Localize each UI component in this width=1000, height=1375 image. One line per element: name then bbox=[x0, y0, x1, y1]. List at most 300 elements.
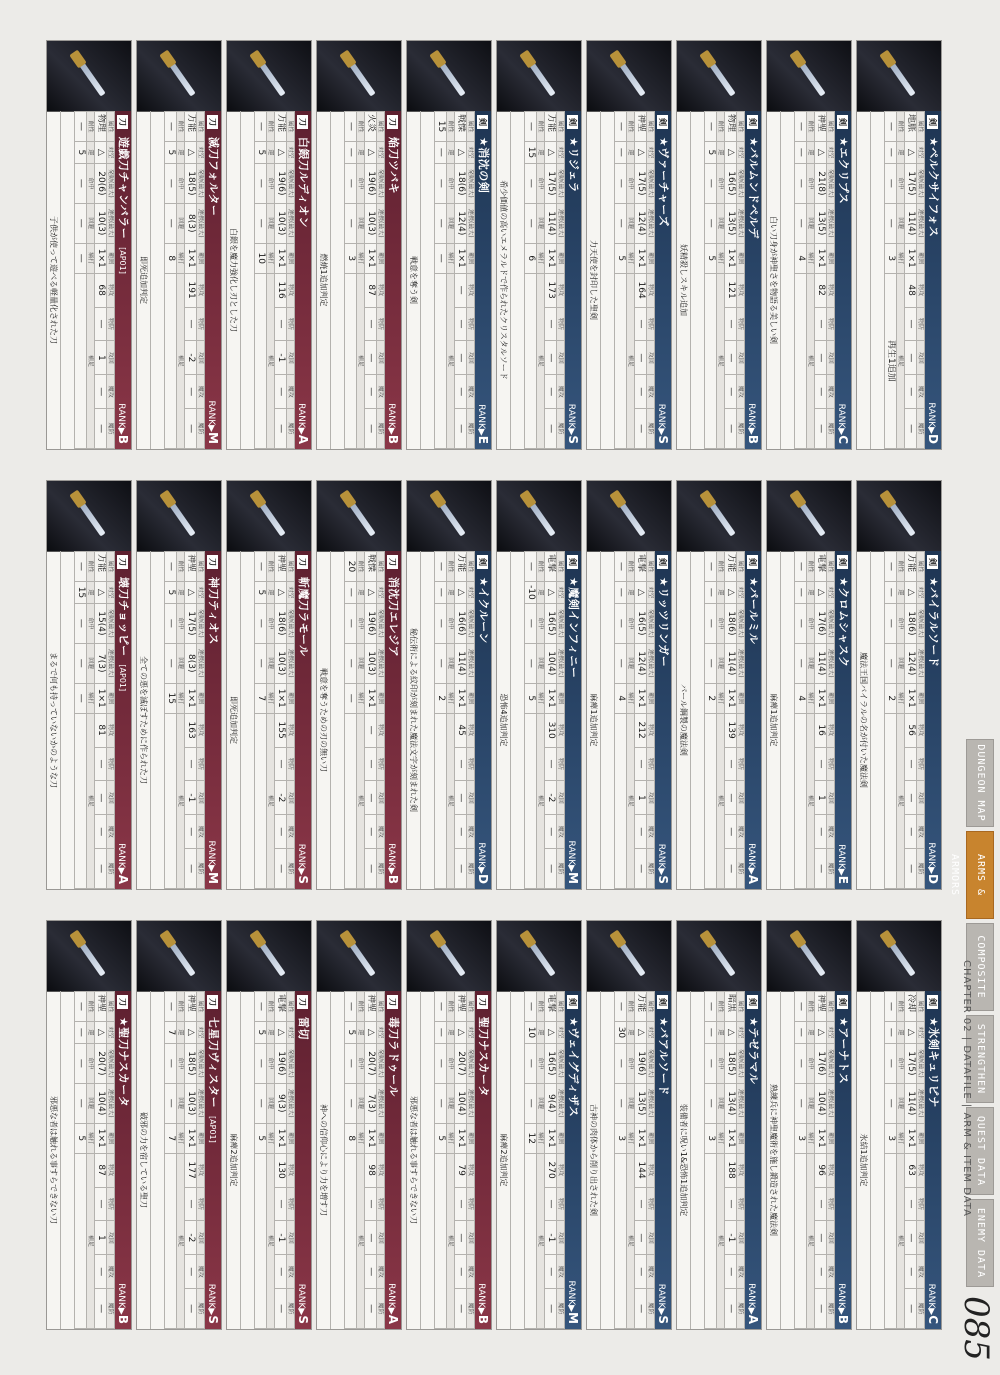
stat-evade: — bbox=[345, 643, 357, 683]
stat-critical: 5 bbox=[255, 1123, 267, 1153]
stat-luck: — bbox=[795, 141, 807, 163]
stat-label: 連携(最大) bbox=[467, 203, 475, 243]
stat-defense: — bbox=[905, 1187, 917, 1221]
stat-resist: 15 bbox=[435, 112, 447, 142]
stat-range: 1×1 bbox=[455, 1123, 467, 1153]
stat-label: 連携(最大) bbox=[557, 1083, 565, 1123]
stat-label: 命中 bbox=[267, 1043, 275, 1083]
stat-label: 範囲 bbox=[737, 243, 745, 273]
stat-label: 回避 bbox=[267, 643, 275, 683]
stat-luck: — bbox=[885, 581, 897, 603]
stat-activate: 17(6) bbox=[815, 1043, 827, 1083]
stat-label: 補足 bbox=[897, 273, 905, 448]
stat-luck: — bbox=[795, 1021, 807, 1043]
weapon-rank: RANK▶B bbox=[476, 1283, 490, 1324]
weapon-card bbox=[496, 920, 582, 1330]
weapon-category: 剣 bbox=[837, 555, 848, 569]
weapon-description: 麻痺2追加判定 bbox=[497, 991, 511, 1329]
stat-magic-defense: — bbox=[365, 1289, 377, 1329]
stat-label: 命中 bbox=[537, 603, 545, 643]
stat-label: 物防 bbox=[827, 307, 835, 341]
stat-label: 魔攻 bbox=[287, 815, 295, 849]
weapon-name: ★リジェラ bbox=[567, 136, 580, 193]
stat-attack: 310 bbox=[545, 713, 557, 747]
weapon-rank: RANK▶B bbox=[116, 403, 130, 444]
stat-chain: 8(3) bbox=[185, 203, 197, 243]
stat-air: △ bbox=[455, 141, 467, 163]
stat-label: 対空 bbox=[557, 1021, 565, 1043]
weapon-name: ★氷剣キュリピナ bbox=[927, 1016, 940, 1108]
weapon-image bbox=[497, 481, 581, 552]
stat-range: 1×1 bbox=[365, 1123, 377, 1153]
stat-label: 属性 bbox=[287, 112, 295, 142]
weapon-category: 刀 bbox=[207, 115, 218, 129]
stat-label: 耐性 bbox=[807, 992, 815, 1022]
stat-critical: 5 bbox=[75, 1123, 87, 1153]
stat-label: 魔攻 bbox=[107, 1255, 115, 1289]
weapon-rank: RANK▶S bbox=[296, 1283, 310, 1324]
stat-defense: — bbox=[275, 747, 287, 781]
stat-label: 耐性 bbox=[447, 992, 455, 1022]
stat-label: 耐性 bbox=[897, 992, 905, 1022]
stat-evade: — bbox=[525, 643, 537, 683]
tab-composite[interactable]: COMPOSITE bbox=[966, 923, 994, 1011]
rank-value: M bbox=[206, 872, 220, 884]
stat-label: 運 bbox=[897, 1021, 905, 1043]
weapon-category: 刀 bbox=[117, 115, 128, 129]
stat-label: 運 bbox=[357, 581, 365, 603]
weapon-card bbox=[46, 920, 132, 1330]
stat-label: 連携(最大) bbox=[557, 203, 565, 243]
stat-label: 範囲 bbox=[557, 1123, 565, 1153]
stat-magic-defense: — bbox=[365, 409, 377, 449]
stat-label: 回避 bbox=[627, 643, 635, 683]
stat-attack: 79 bbox=[455, 1153, 467, 1187]
stat-label: 運 bbox=[807, 141, 815, 163]
weapon-name: ★ペルクサイフォス bbox=[927, 136, 940, 238]
stat-air: △ bbox=[275, 581, 287, 603]
stat-label: 運 bbox=[897, 581, 905, 603]
stat-label: 補足 bbox=[717, 713, 725, 888]
stat-label: 運 bbox=[177, 1021, 185, 1043]
stat-label: 属性 bbox=[197, 112, 205, 142]
stat-label: 魔攻 bbox=[197, 815, 205, 849]
stat-label: 物攻 bbox=[737, 1153, 745, 1187]
weapon-stats bbox=[884, 991, 925, 1329]
stat-chain: 13(5) bbox=[725, 203, 737, 243]
stat-label: 魔防 bbox=[557, 849, 565, 889]
stat-label: 範囲 bbox=[467, 683, 475, 713]
stat-label: 運 bbox=[447, 141, 455, 163]
stat-element: 万能 bbox=[635, 992, 647, 1022]
stat-evade: — bbox=[435, 643, 447, 683]
stat-evade: — bbox=[705, 643, 717, 683]
stat-label: 物攻 bbox=[197, 1153, 205, 1187]
stat-attack: 87 bbox=[365, 273, 377, 307]
stat-air: △ bbox=[95, 581, 107, 603]
tab-dungeon-map[interactable]: DUNGEON MAP bbox=[966, 739, 994, 827]
stat-chain: 11(4) bbox=[725, 643, 737, 683]
stat-attack: 96 bbox=[815, 1153, 827, 1187]
stat-label: 対空 bbox=[287, 1021, 295, 1043]
stat-defense: — bbox=[905, 747, 917, 781]
weapon-stats bbox=[74, 551, 115, 889]
stat-label: 補足 bbox=[447, 713, 455, 888]
stat-label: 属性 bbox=[467, 992, 475, 1022]
stat-critical: 10 bbox=[255, 243, 267, 273]
stat-label: 連携(最大) bbox=[197, 203, 205, 243]
stat-extra bbox=[165, 273, 177, 448]
stat-label: 痛打 bbox=[717, 243, 725, 273]
weapon-header bbox=[835, 111, 851, 449]
weapon-header bbox=[475, 991, 491, 1329]
stat-range: 1×1 bbox=[545, 683, 557, 713]
stat-label: 対空 bbox=[467, 141, 475, 163]
weapon-description: 氷結1追加判定 bbox=[857, 991, 871, 1329]
stat-chain: 10(3) bbox=[365, 643, 377, 683]
stat-label: 耐性 bbox=[897, 552, 905, 582]
weapon-header bbox=[115, 111, 131, 449]
rank-prefix: RANK bbox=[386, 843, 396, 868]
stat-luck: — bbox=[435, 1021, 447, 1043]
stat-range: 1×1 bbox=[635, 1123, 647, 1153]
stat-label: 連携(最大) bbox=[197, 1083, 205, 1123]
weapon-description: 邪悪な者は触れる事すらできない刀 bbox=[47, 991, 61, 1329]
weapon-category: 剣 bbox=[747, 115, 758, 129]
stat-label: 運 bbox=[537, 1021, 545, 1043]
stat-label: 魔防 bbox=[647, 409, 655, 449]
stat-label: 物攻 bbox=[737, 713, 745, 747]
rank-prefix: RANK bbox=[296, 403, 306, 428]
stat-label: 発動(最大) bbox=[197, 163, 205, 203]
rank-prefix: RANK bbox=[116, 1283, 126, 1308]
stat-activate: 16(5) bbox=[545, 603, 557, 643]
weapon-description: 邪悪な者は触れる事すらできない刀 bbox=[407, 991, 421, 1329]
stat-label: 耐性 bbox=[717, 112, 725, 142]
stat-magic-attack: — bbox=[905, 815, 917, 849]
stat-label: 魔攻 bbox=[287, 375, 295, 409]
stat-label: 対空 bbox=[467, 1021, 475, 1043]
stat-label: 物防 bbox=[647, 1187, 655, 1221]
stat-air: △ bbox=[635, 141, 647, 163]
stat-range: 1×1 bbox=[545, 1123, 557, 1153]
stat-label: 回避 bbox=[897, 1083, 905, 1123]
stat-magic-attack: — bbox=[905, 1255, 917, 1289]
stat-label: 物防 bbox=[647, 307, 655, 341]
weapon-image bbox=[767, 41, 851, 112]
stat-air: △ bbox=[905, 581, 917, 603]
rank-value: M bbox=[566, 872, 580, 884]
stat-label: 運 bbox=[537, 141, 545, 163]
stat-label: 物攻 bbox=[467, 713, 475, 747]
stat-activate: 18(6) bbox=[275, 603, 287, 643]
stat-defense: — bbox=[635, 307, 647, 341]
rank-prefix: RANK bbox=[836, 403, 846, 429]
stat-label: 魔攻 bbox=[377, 815, 385, 849]
stat-label: 魔攻 bbox=[917, 375, 925, 409]
stat-chain: 10(4) bbox=[545, 643, 557, 683]
stat-speed: — bbox=[365, 1221, 377, 1255]
rank-value: S bbox=[656, 875, 670, 884]
stat-label: 魔防 bbox=[827, 1289, 835, 1329]
weapon-header bbox=[385, 111, 401, 449]
stat-label: 物攻 bbox=[107, 273, 115, 307]
stat-range: 1×1 bbox=[635, 243, 647, 273]
stat-element: 万能 bbox=[455, 552, 467, 582]
weapon-category: 剣 bbox=[567, 555, 578, 569]
stat-magic-attack: — bbox=[185, 375, 197, 409]
stat-label: 対空 bbox=[467, 581, 475, 603]
rank-prefix: RANK bbox=[566, 1280, 576, 1306]
rank-prefix: RANK bbox=[836, 844, 846, 869]
rank-value: B bbox=[386, 874, 400, 884]
stat-hit: — bbox=[75, 1043, 87, 1083]
stat-label: 回避 bbox=[447, 203, 455, 243]
stat-label: 攻回 bbox=[917, 1221, 925, 1255]
stat-hit: — bbox=[705, 603, 717, 643]
stat-label: 属性 bbox=[467, 552, 475, 582]
stat-defense: — bbox=[95, 1187, 107, 1221]
rank-prefix: RANK bbox=[386, 403, 396, 428]
tab-enemy-data[interactable]: ENEMY DATA bbox=[966, 1199, 994, 1287]
stat-defense: — bbox=[455, 1187, 467, 1221]
weapon-description: 戦意を奪う剣 bbox=[407, 111, 421, 449]
weapon-image bbox=[407, 41, 491, 112]
stat-attack: 139 bbox=[725, 713, 737, 747]
stat-label: 補足 bbox=[267, 273, 275, 448]
weapon-stats bbox=[884, 111, 925, 449]
stat-label: 痛打 bbox=[537, 1123, 545, 1153]
stat-speed: -2 bbox=[545, 781, 557, 815]
stat-attack: 16 bbox=[815, 713, 827, 747]
stat-label: 範囲 bbox=[377, 683, 385, 713]
tab-strengthen[interactable]: STRENGTHEN bbox=[966, 1015, 994, 1103]
stat-label: 範囲 bbox=[647, 243, 655, 273]
tab-arms-armors[interactable]: ARMS & ARMORS bbox=[966, 831, 994, 919]
stat-label: 連携(最大) bbox=[287, 643, 295, 683]
stat-critical: 2 bbox=[885, 683, 897, 713]
stat-resist: — bbox=[435, 552, 447, 582]
stat-label: 範囲 bbox=[647, 683, 655, 713]
rank-prefix: RANK bbox=[296, 843, 306, 869]
stat-resist: — bbox=[255, 992, 267, 1022]
stat-label: 命中 bbox=[177, 163, 185, 203]
weapon-description bbox=[857, 111, 871, 449]
stat-label: 耐性 bbox=[627, 552, 635, 582]
stat-evade: — bbox=[795, 1083, 807, 1123]
stat-label: 回避 bbox=[717, 203, 725, 243]
weapon-description: 希少価値の高いエメラルドで作られたクリスタルソード bbox=[497, 111, 511, 449]
stat-activate: 19(6) bbox=[275, 163, 287, 203]
stat-critical: 12 bbox=[525, 1123, 537, 1153]
rank-value: A bbox=[746, 874, 760, 884]
stat-label: 魔防 bbox=[197, 1289, 205, 1329]
weapon-stats bbox=[164, 111, 205, 449]
stat-chain: 10(3) bbox=[275, 203, 287, 243]
stat-chain: 12(4) bbox=[455, 203, 467, 243]
weapon-stats bbox=[434, 991, 475, 1329]
stat-evade: — bbox=[705, 1083, 717, 1123]
stat-luck: 10 bbox=[525, 1021, 537, 1043]
stat-label: 物防 bbox=[827, 1187, 835, 1221]
weapon-description: 子供が使って遊べる軽量化された刀 bbox=[47, 111, 61, 449]
stat-label: 命中 bbox=[357, 1043, 365, 1083]
rank-value: S bbox=[656, 435, 670, 444]
rank-value: C bbox=[836, 435, 850, 444]
stat-label: 耐性 bbox=[717, 552, 725, 582]
weapon-card bbox=[676, 920, 762, 1330]
weapon-name: ★バイラルソード bbox=[927, 576, 940, 668]
rank-prefix: RANK bbox=[206, 400, 216, 426]
stat-air: △ bbox=[815, 1021, 827, 1043]
stat-resist: — bbox=[75, 552, 87, 582]
stat-element: 戦慄 bbox=[455, 112, 467, 142]
stat-extra bbox=[705, 1153, 717, 1328]
stat-label: 連携(最大) bbox=[917, 1083, 925, 1123]
weapon-card bbox=[676, 40, 762, 450]
stat-label: 属性 bbox=[827, 552, 835, 582]
stat-label: 連携(最大) bbox=[287, 203, 295, 243]
stat-attack: 63 bbox=[905, 1153, 917, 1187]
stat-hit: — bbox=[255, 1043, 267, 1083]
stat-resist: — bbox=[75, 992, 87, 1022]
stat-label: 属性 bbox=[107, 112, 115, 142]
weapon-rank: RANK▶C bbox=[836, 403, 850, 444]
weapon-column bbox=[42, 40, 942, 450]
stat-range: 1×1 bbox=[95, 683, 107, 713]
weapon-category: 刀 bbox=[207, 995, 218, 1009]
stat-label: 回避 bbox=[897, 203, 905, 243]
stat-critical: 4 bbox=[795, 243, 807, 273]
stat-label: 魔防 bbox=[557, 1289, 565, 1329]
weapon-rank: RANK▶A bbox=[746, 1283, 760, 1324]
stat-label: 対空 bbox=[377, 1021, 385, 1043]
stat-label: 痛打 bbox=[87, 1123, 95, 1153]
stat-attack: 81 bbox=[95, 713, 107, 747]
stat-speed: — bbox=[905, 1221, 917, 1255]
stat-activate: 15(4) bbox=[95, 603, 107, 643]
rank-prefix: RANK bbox=[746, 403, 756, 428]
stat-resist: — bbox=[525, 112, 537, 142]
stat-label: 属性 bbox=[557, 552, 565, 582]
stat-label: 回避 bbox=[447, 1083, 455, 1123]
stat-evade: — bbox=[75, 643, 87, 683]
weapon-stats bbox=[74, 111, 115, 449]
stat-label: 耐性 bbox=[807, 112, 815, 142]
weapon-card bbox=[226, 40, 312, 450]
stat-activate: 18(6) bbox=[455, 163, 467, 203]
stat-attack: 155 bbox=[275, 713, 287, 747]
weapon-rank: RANK▶A bbox=[386, 1283, 400, 1324]
stat-label: 物防 bbox=[737, 747, 745, 781]
weapon-rank: RANK▶S bbox=[656, 403, 670, 444]
weapon-name: 聖刀ナスカータ bbox=[477, 1016, 490, 1097]
stat-chain: 10(4) bbox=[455, 1083, 467, 1123]
stat-label: 痛打 bbox=[357, 1123, 365, 1153]
stat-label: 運 bbox=[717, 141, 725, 163]
stat-label: 対空 bbox=[287, 581, 295, 603]
stat-range: 1×1 bbox=[905, 243, 917, 273]
stat-element: 電撃 bbox=[815, 552, 827, 582]
stat-element: 冷却 bbox=[905, 992, 917, 1022]
stat-label: 魔攻 bbox=[647, 375, 655, 409]
stat-label: 属性 bbox=[197, 552, 205, 582]
stat-label: 連携(最大) bbox=[197, 643, 205, 683]
stat-hit: — bbox=[165, 603, 177, 643]
weapon-header bbox=[925, 991, 941, 1329]
stat-label: 物攻 bbox=[827, 1153, 835, 1187]
weapon-stats bbox=[344, 551, 385, 889]
stat-label: 範囲 bbox=[287, 1123, 295, 1153]
weapon-stats bbox=[254, 551, 295, 889]
stat-label: 補足 bbox=[87, 713, 95, 888]
weapon-category: 剣 bbox=[477, 555, 488, 569]
stat-hit: — bbox=[255, 603, 267, 643]
stat-magic-defense: — bbox=[725, 849, 737, 889]
stat-label: 連携(最大) bbox=[827, 643, 835, 683]
stat-label: 補足 bbox=[267, 1153, 275, 1328]
stat-label: 魔防 bbox=[827, 849, 835, 889]
stat-luck: — bbox=[615, 141, 627, 163]
stat-label: 連携(最大) bbox=[917, 203, 925, 243]
stat-label: 耐性 bbox=[87, 112, 95, 142]
weapon-header bbox=[835, 551, 851, 889]
stat-hit: — bbox=[435, 1043, 447, 1083]
stat-hit: — bbox=[615, 1043, 627, 1083]
stat-element: 暗黒 bbox=[725, 992, 737, 1022]
stat-defense: — bbox=[545, 307, 557, 341]
tab-quest-data[interactable]: QUEST DATA bbox=[966, 1107, 994, 1195]
stat-resist: — bbox=[165, 552, 177, 582]
weapon-category: 剣 bbox=[657, 995, 668, 1009]
weapon-stats bbox=[704, 991, 745, 1329]
stat-extra bbox=[435, 713, 447, 888]
stat-label: 魔攻 bbox=[827, 815, 835, 849]
stat-label: 範囲 bbox=[557, 683, 565, 713]
stat-label: 物防 bbox=[737, 307, 745, 341]
rank-prefix: RANK bbox=[656, 1283, 666, 1309]
rank-value: B bbox=[116, 1314, 130, 1324]
weapon-header bbox=[745, 991, 761, 1329]
weapon-name: 壊刀チョッピー bbox=[117, 576, 130, 657]
stat-label: 補足 bbox=[87, 1153, 95, 1328]
stat-label: 耐性 bbox=[537, 112, 545, 142]
weapon-card bbox=[46, 40, 132, 450]
stat-label: 痛打 bbox=[897, 243, 905, 273]
stat-label: 魔防 bbox=[377, 409, 385, 449]
stat-magic-attack: — bbox=[365, 815, 377, 849]
stat-label: 回避 bbox=[627, 1083, 635, 1123]
stat-label: 攻回 bbox=[917, 341, 925, 375]
weapon-stats bbox=[614, 111, 655, 449]
stat-label: 属性 bbox=[557, 112, 565, 142]
rank-prefix: RANK bbox=[566, 403, 576, 429]
weapon-category: 刀 bbox=[117, 995, 128, 1009]
stat-label: 物防 bbox=[287, 1187, 295, 1221]
weapon-tag: [AP01] bbox=[208, 1116, 217, 1143]
stat-evade: — bbox=[345, 203, 357, 243]
stat-speed: — bbox=[545, 341, 557, 375]
stat-hit: — bbox=[75, 603, 87, 643]
stat-activate: 17(5) bbox=[905, 163, 917, 203]
stat-defense: — bbox=[275, 1187, 287, 1221]
weapon-card bbox=[46, 480, 132, 890]
running-head: CHAPTER 02 | DATAFILE | ARM & ITEM DATA bbox=[961, 960, 972, 1217]
stat-label: 物攻 bbox=[557, 713, 565, 747]
weapon-rank: RANK▶A bbox=[296, 403, 310, 444]
stat-label: 属性 bbox=[827, 992, 835, 1022]
stat-label: 属性 bbox=[737, 112, 745, 142]
